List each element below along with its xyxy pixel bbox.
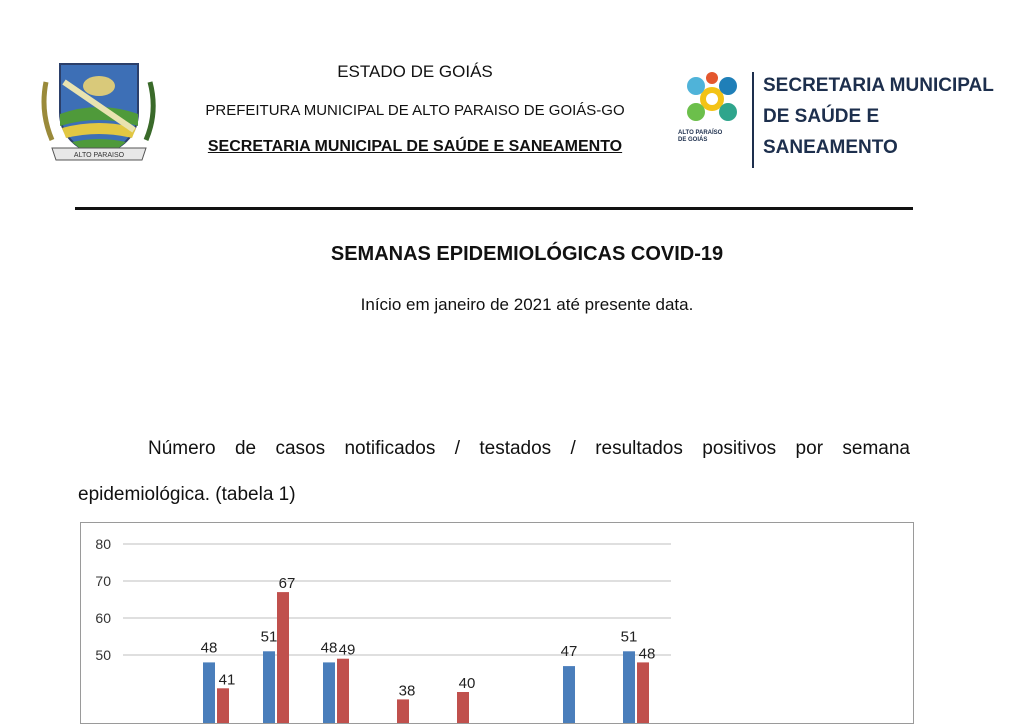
health-secretariat-logo-icon: [676, 68, 748, 130]
y-tick-label: 60: [95, 610, 111, 626]
chart-frame: [80, 522, 914, 724]
logo-text-line: SANEAMENTO: [763, 137, 898, 158]
bar: [457, 692, 469, 723]
logo-divider: [752, 72, 754, 168]
bar: [337, 659, 349, 723]
bar: [277, 592, 289, 723]
document-title: SEMANAS EPIDEMIOLÓGICAS COVID-19: [330, 243, 724, 265]
bar: [397, 699, 409, 723]
data-label: 41: [218, 671, 236, 689]
data-label: 40: [458, 675, 476, 692]
bar: [637, 662, 649, 723]
prefecture-name: PREFEITURA MUNICIPAL DE ALTO PARAISO DE GOIÁS-GO: [205, 102, 625, 119]
bar: [563, 666, 575, 723]
header-divider: [75, 207, 913, 210]
logo-text-line: DE SAÚDE E: [763, 106, 880, 127]
data-label: 38: [398, 682, 416, 700]
paragraph-text: epidemiológica. (tabela 1): [78, 484, 296, 505]
bar: [623, 651, 635, 723]
bar: [203, 662, 215, 723]
state-name: ESTADO DE GOIÁS: [337, 62, 493, 81]
bar-chart: [81, 523, 913, 723]
data-label: 67: [278, 575, 296, 593]
bar: [263, 651, 275, 723]
data-label: 48: [638, 645, 656, 663]
data-label: 51: [620, 628, 638, 646]
health-logo-caption: ALTO PARAÍSO DE GOIÁS: [678, 130, 723, 143]
bar: [323, 662, 335, 723]
health-secretariat-logo-text: [763, 70, 994, 163]
secretariat-name: SECRETARIA MUNICIPAL DE SAÚDE E SANEAMENTO: [207, 138, 623, 155]
municipal-coat-of-arms-logo: [38, 52, 160, 170]
y-tick-label: 70: [95, 573, 111, 589]
data-label: 48: [200, 639, 218, 657]
bar: [217, 688, 229, 723]
paragraph-text: Número de casos notificados / testados / resultados positivos por semana: [148, 438, 910, 459]
svg-text:ALTO PARAISO: ALTO PARAISO: [73, 152, 125, 159]
y-tick-label: 80: [95, 536, 111, 552]
data-label: 47: [560, 643, 578, 661]
data-label: 49: [338, 641, 356, 659]
data-label: 51: [260, 628, 278, 646]
data-label: 48: [320, 639, 338, 657]
y-tick-label: 50: [95, 647, 111, 663]
document-subtitle: Início em janeiro de 2021 até presente data.: [360, 295, 694, 314]
logo-text-line: SECRETARIA MUNICIPAL: [763, 75, 994, 96]
